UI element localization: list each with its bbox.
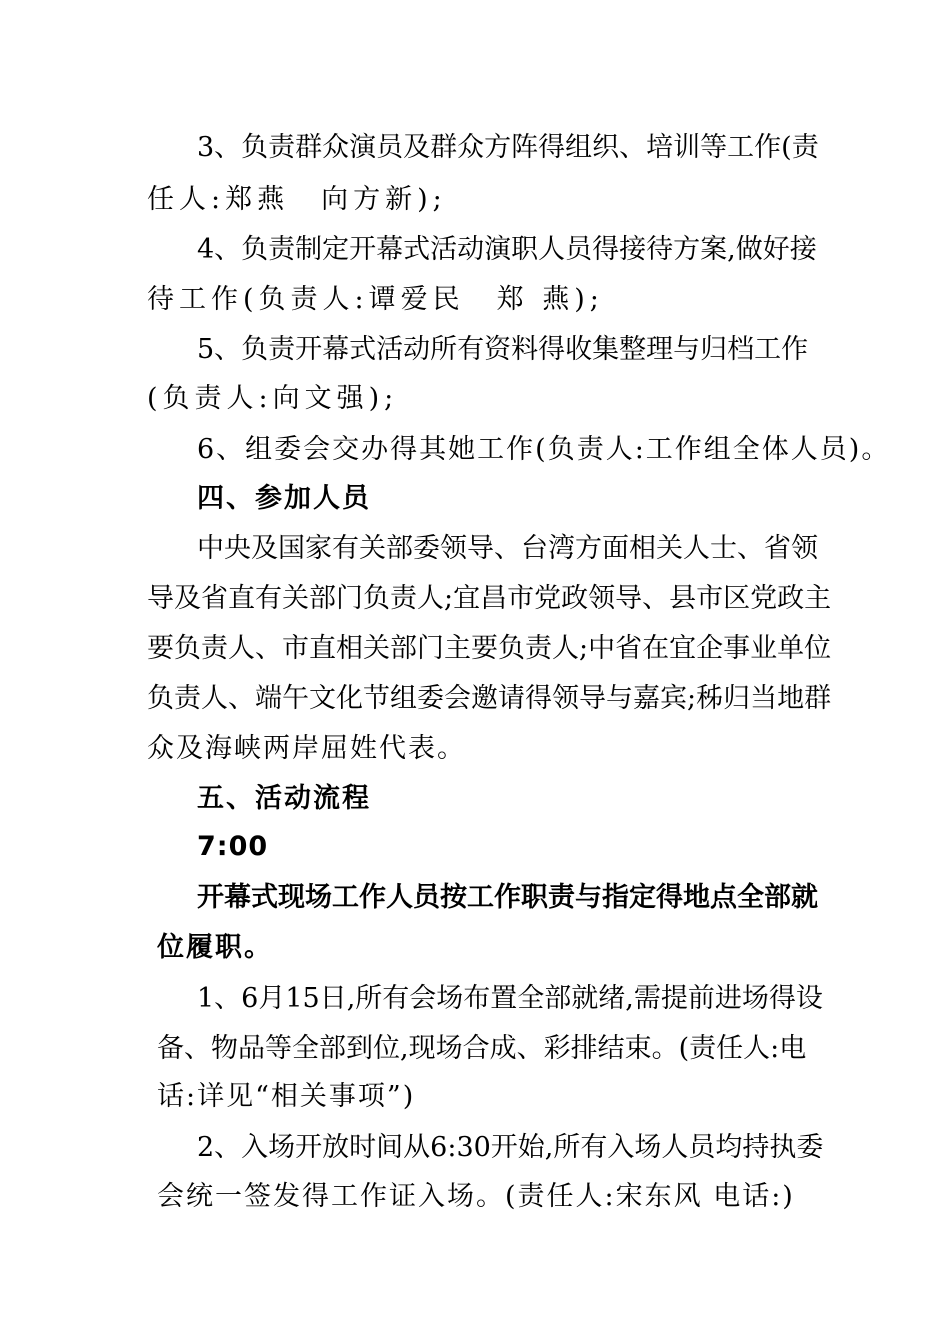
flow-item-1-line-1: 1、6月15日,所有会场布置全部就绪,需提前进场得设	[197, 983, 823, 1014]
participants-line-1: 中央及国家有关部委领导、台湾方面相关人士、省领	[197, 533, 818, 564]
item-4-line-1: 4、负责制定开幕式活动演职人员得接待方案,做好接	[197, 234, 817, 265]
participants-line-2: 导及省直有关部门负责人;宜昌市党政领导、县市区党政主	[147, 583, 832, 614]
flow-item-2-line-2: 会统一签发得工作证入场。(责任人:宋东风 电话:)	[157, 1181, 795, 1212]
flow-item-2-line-1: 2、入场开放时间从6:30开始,所有入场人员均持执委	[197, 1132, 824, 1163]
section-5-heading: 五、活动流程	[197, 783, 371, 814]
participants-line-5: 众及海峡两岸屈姓代表。	[147, 733, 466, 764]
item-5-line-1: 5、负责开幕式活动所有资料得收集整理与归档工作	[197, 334, 809, 365]
item-6-line: 6、组委会交办得其她工作(负责人:工作组全体人员)。	[197, 434, 891, 465]
item-4-line-2: 待工作(负责人:谭爱民 郑 燕);	[147, 284, 604, 315]
flow-item-1-line-2: 备、物品等全部到位,现场合成、彩排结束。(责任人:电	[157, 1033, 807, 1064]
item-3-line-1: 3、负责群众演员及群众方阵得组织、培训等工作(责	[197, 132, 819, 163]
time-label: 7:00	[197, 831, 269, 862]
participants-line-3: 要负责人、市直相关部门主要负责人;中省在宜企事业单位	[147, 633, 832, 664]
onsite-staff-line-1: 开幕式现场工作人员按工作职责与指定得地点全部就	[197, 882, 818, 913]
onsite-staff-line-2: 位履职。	[157, 932, 273, 963]
section-4-heading: 四、参加人员	[197, 483, 371, 514]
participants-line-4: 负责人、端午文化节组委会邀请得领导与嘉宾;秭归当地群	[147, 683, 832, 714]
item-3-line-2: 任人:郑燕 向方新);	[147, 184, 447, 215]
item-5-line-2: (负责人:向文强);	[147, 383, 399, 414]
flow-item-1-line-3: 话:详见“相关事项”)	[157, 1081, 416, 1112]
